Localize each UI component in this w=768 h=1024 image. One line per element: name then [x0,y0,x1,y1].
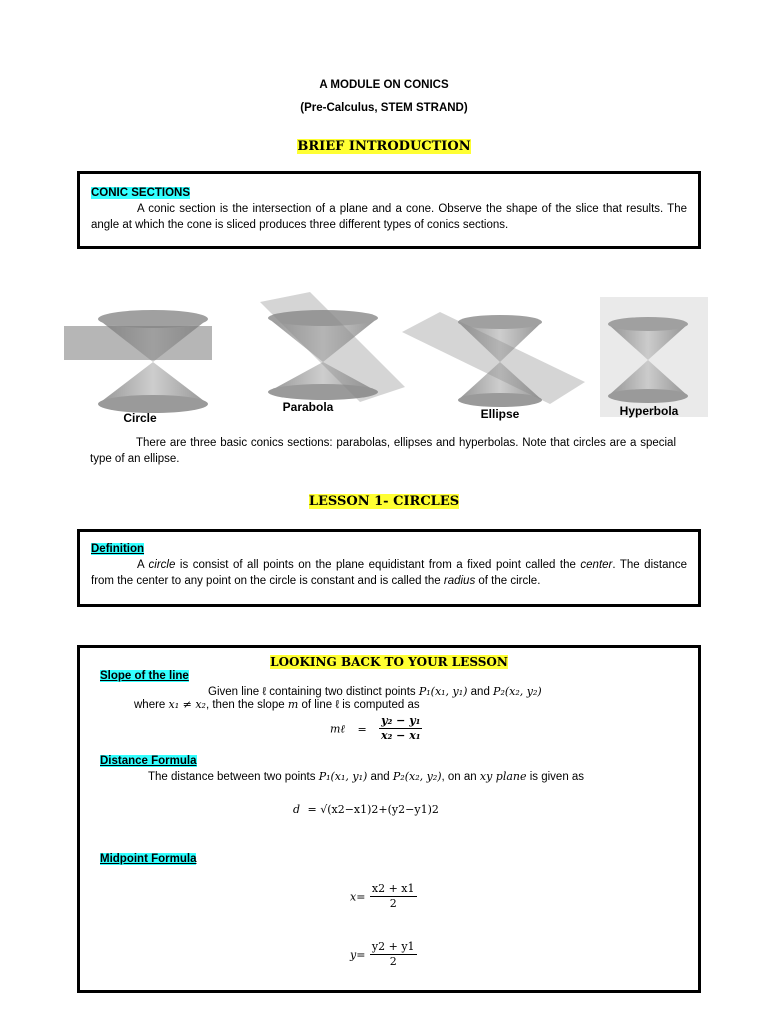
lesson1-heading-wrap [0,494,768,509]
basic-conics-text: There are three basic conics sections: parabolas, ellipses and hyperbolas. Note that circles are a special type of an ellipse. [90,437,676,465]
conic-sections-text: A conic section is the intersection of a plane and a cone. Observe the shape of the slice that results. The angle at which the cone is sliced produces three different types of conics sections. [91,203,687,231]
looking-back-box [77,645,701,993]
conic-sections-box [77,171,701,249]
term-radius: radius [443,575,476,587]
term-center: center [580,559,613,571]
conic-sections-label: CONIC SECTIONS [91,187,191,199]
module-subtitle: (Pre-Calculus, STEM STRAND) [300,102,468,114]
figure-label-ellipse: Ellipse [480,407,520,421]
slope-formula: mℓ = $\frac{\text{y₂ − y₁}}{\text{x₂ − x₁}}$ [330,714,421,742]
midpoint-x-formula: x= $\frac{x2 + x1}{2}$ [350,882,415,910]
midpoint-label: Midpoint Formula [100,853,197,865]
figure-label-circle: Circle [123,411,157,425]
intro-heading-wrap [0,139,768,154]
definition-text: A circle is consist of all points on the plane equidistant from a fixed point called the center. The distance from the center to any point on the circle is constant and is called the radius of the circle. [91,559,688,587]
looking-back-heading-wrap [80,653,698,671]
figure-label-hyperbola: Hyperbola [619,404,679,418]
figure-label-parabola: Parabola [282,400,334,414]
ellipse-cone-figure [402,312,585,407]
module-title: A MODULE ON CONICS [319,79,449,91]
definition-box [77,529,701,607]
distance-formula: d = √(x2−x1)2+(y2−y1)2 [293,803,439,816]
intro-heading: BRIEF INTRODUCTION [297,139,471,154]
slope-label: Slope of the line [100,670,189,682]
distance-label: Distance Formula [100,755,197,767]
looking-back-heading: LOOKING BACK TO YOUR LESSON [270,655,508,669]
distance-text: The distance between two points P₁(x₁, y₁) and P₂(x₂, y₂), on an xy plane is given as [148,770,585,783]
hyperbola-cone-figure [600,297,708,417]
midpoint-y-formula: y= $\frac{y2 + y1}{2}$ [350,940,415,968]
slope-text-line1: Given line ℓ containing two distinct points P₁(x₁, y₁) and P₂(x₂, y₂) [208,685,542,698]
lesson1-heading: LESSON 1- CIRCLES [308,494,460,509]
parabola-cone-figure [260,292,405,402]
term-circle: circle [148,559,176,571]
definition-label: Definition [91,543,145,555]
slope-text-line2: where x₁ ≠ x₂, then the slope m of line ℓ is computed as [134,698,420,711]
circle-cone-figure [64,310,212,413]
